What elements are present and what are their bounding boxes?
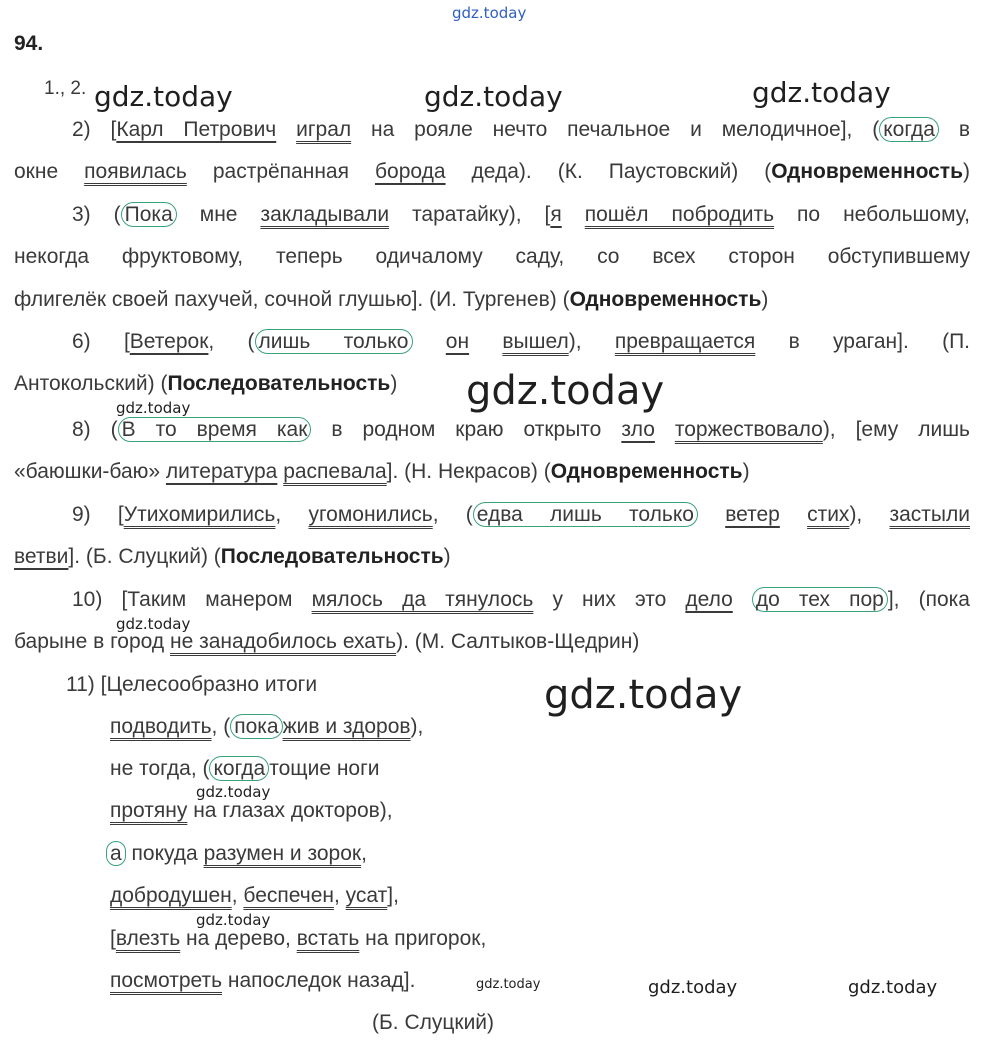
text: ,: [275, 503, 282, 526]
predicate: жив и здоров: [282, 715, 411, 738]
sentence-number: 3) (: [72, 203, 121, 226]
conjunction-circle: Пока: [121, 202, 177, 227]
text: в: [958, 118, 971, 141]
conjunction-circle: лишь только: [255, 329, 413, 354]
watermark: gdz.today: [544, 672, 743, 718]
watermark: gdz.today: [116, 399, 191, 417]
text: в родном краю открыто: [331, 418, 602, 441]
predicate: влезть: [115, 927, 181, 950]
subject: я: [550, 203, 562, 226]
predicate: мялось да тянулось: [311, 588, 534, 611]
text: ,: [231, 884, 238, 907]
poem-author: (Б. Слуцкий): [372, 1011, 495, 1034]
sentence-2-line-2: [14, 159, 970, 185]
text: на дерево,: [186, 927, 291, 950]
text: ,: [333, 884, 340, 907]
text: таратайку), [: [412, 203, 551, 226]
text: ,: [361, 842, 367, 865]
conjunction-circle: пока: [230, 714, 282, 739]
watermark: gdz.today: [424, 80, 563, 113]
sentence-number: 8) (: [72, 418, 118, 441]
watermark: gdz.today: [752, 76, 891, 109]
sentence-10-line-1: [14, 587, 970, 613]
predicate: стих: [807, 503, 850, 526]
sentence-number: 10) [Таким манером: [72, 588, 293, 611]
text: ), [ему лишь: [822, 418, 970, 441]
watermark: gdz.today: [848, 977, 938, 998]
text: ),: [568, 330, 582, 353]
poem-line-4: [110, 798, 393, 824]
text: [: [110, 927, 116, 950]
watermark: gdz.today: [196, 911, 271, 929]
conjunction-circle: до тех пор: [752, 587, 888, 612]
conjunction-circle: когда: [209, 756, 269, 781]
predicate: не занадобилось ехать: [169, 630, 397, 653]
text: в ураган]. (П.: [788, 330, 970, 353]
subject: он: [445, 330, 470, 353]
text: покуда: [131, 842, 198, 865]
text: на рояле нечто печальное и мелодичное], (: [371, 118, 880, 141]
sentence-3-line-2: некогда фруктовому, теперь одичалому саду, со всех сторон обступившему: [14, 245, 970, 268]
poem-line-8: [110, 968, 415, 994]
text: на пригорок,: [365, 927, 487, 950]
predicate: протяну: [110, 799, 188, 822]
predicate: разумен и зорок: [203, 842, 362, 865]
predicate: пошёл побродить: [584, 203, 775, 226]
conjunction-circle: В то время как: [118, 417, 312, 442]
predicate: появилась: [84, 160, 187, 183]
sentence-8-line-1: [14, 417, 970, 443]
watermark: gdz.today: [94, 80, 233, 113]
sentence-9-line-1: [14, 502, 970, 528]
subject: ветер: [725, 503, 780, 526]
text: , (: [211, 715, 231, 738]
subject: дело: [685, 588, 733, 611]
text: флигелёк своей пахучей, сочной глушью]. (И. Тургенев) (: [14, 288, 570, 311]
poem-line-6: [110, 883, 399, 909]
sentence-3-line-1: [14, 202, 970, 228]
relation-type: Одновременность: [771, 160, 964, 183]
subject: борода: [374, 160, 446, 183]
text: ),: [410, 715, 424, 738]
text: на глазах докторов),: [193, 799, 393, 822]
text: напоследок назад].: [227, 969, 416, 992]
watermark: gdz.today: [116, 615, 191, 633]
subject: Ветерок: [129, 330, 209, 353]
poem-line-5: [106, 841, 367, 867]
text: , (: [208, 330, 255, 353]
sentence-9-line-2: [14, 544, 970, 570]
subject: зло: [621, 418, 655, 441]
relation-type: Последовательность: [167, 372, 391, 395]
predicate: посмотреть: [110, 969, 223, 992]
text: ): [443, 545, 451, 568]
conjunction-circle: едва лишь только: [473, 502, 698, 527]
text: растрёпанная: [212, 160, 349, 183]
predicate: добродушен: [110, 884, 232, 907]
text: , (: [432, 503, 473, 526]
subject: ветви: [14, 545, 69, 568]
sentence-number: 2) [: [72, 118, 117, 141]
sentence-3-line-3: [14, 287, 970, 313]
predicate: Утихомирились: [123, 503, 276, 526]
text: деда). (К. Паустовский) (: [471, 160, 772, 183]
text: ]. (Б. Слуцкий) (: [68, 545, 221, 568]
predicate: играл: [296, 118, 352, 141]
watermark: gdz.today: [476, 977, 541, 992]
text: ): [390, 372, 398, 395]
items-label: 1., 2.: [44, 78, 87, 99]
sentence-2-line-1: [14, 117, 970, 143]
text: барыне в город: [14, 630, 165, 653]
text: ): [742, 460, 750, 483]
sentence-8-line-2: [14, 459, 970, 485]
text: тощие ноги: [269, 757, 380, 780]
text: мне: [199, 203, 238, 226]
conjunction-circle: когда: [879, 117, 939, 142]
conjunction-circle: а: [106, 841, 126, 866]
text: не тогда, (: [110, 757, 210, 780]
sentence-number: 6) [: [72, 330, 130, 353]
text: ),: [849, 503, 863, 526]
watermark: gdz.today: [648, 977, 738, 998]
sentence-6-line-1: [14, 329, 970, 355]
predicate: распевала: [283, 460, 387, 483]
relation-type: Одновременность: [569, 288, 762, 311]
relation-type: Одновременность: [550, 460, 743, 483]
exercise-number: 94.: [14, 32, 44, 55]
text: Антокольский) (: [14, 372, 168, 395]
predicate: угомонились: [308, 503, 433, 526]
poem-line-3: [110, 756, 380, 782]
predicate: подводить: [110, 715, 212, 738]
predicate: застыли: [889, 503, 971, 526]
text: «баюшки-баю»: [14, 460, 161, 483]
poem-line-2: [110, 714, 423, 740]
predicate: торжествовало: [674, 418, 823, 441]
poem-line-1: 11) [Целесообразно итоги: [66, 673, 318, 696]
text: у них это: [552, 588, 667, 611]
text: по небольшому,: [797, 203, 970, 226]
text: ): [963, 160, 971, 183]
watermark: gdz.today: [466, 368, 665, 414]
predicate: встать: [296, 927, 360, 950]
watermark: gdz.today: [196, 783, 271, 801]
predicate: превращается: [614, 330, 756, 353]
subject: Карл Петрович: [116, 118, 277, 141]
predicate: усат: [345, 884, 388, 907]
predicate: вышел: [502, 330, 569, 353]
text: ). (М. Салтыков-Щедрин): [396, 630, 640, 653]
predicate: беспечен: [243, 884, 334, 907]
text: ], (пока: [887, 588, 970, 611]
text: ]. (Н. Некрасов) (: [386, 460, 551, 483]
poem-line-7: [110, 926, 486, 952]
predicate: закладывали: [260, 203, 390, 226]
text: окне: [14, 160, 59, 183]
text: ],: [387, 884, 399, 907]
text: ): [761, 288, 769, 311]
sentence-number: 9) [: [72, 503, 124, 526]
subject: литература: [165, 460, 278, 483]
relation-type: Последовательность: [220, 545, 444, 568]
top-watermark: gdz.today: [452, 4, 527, 22]
